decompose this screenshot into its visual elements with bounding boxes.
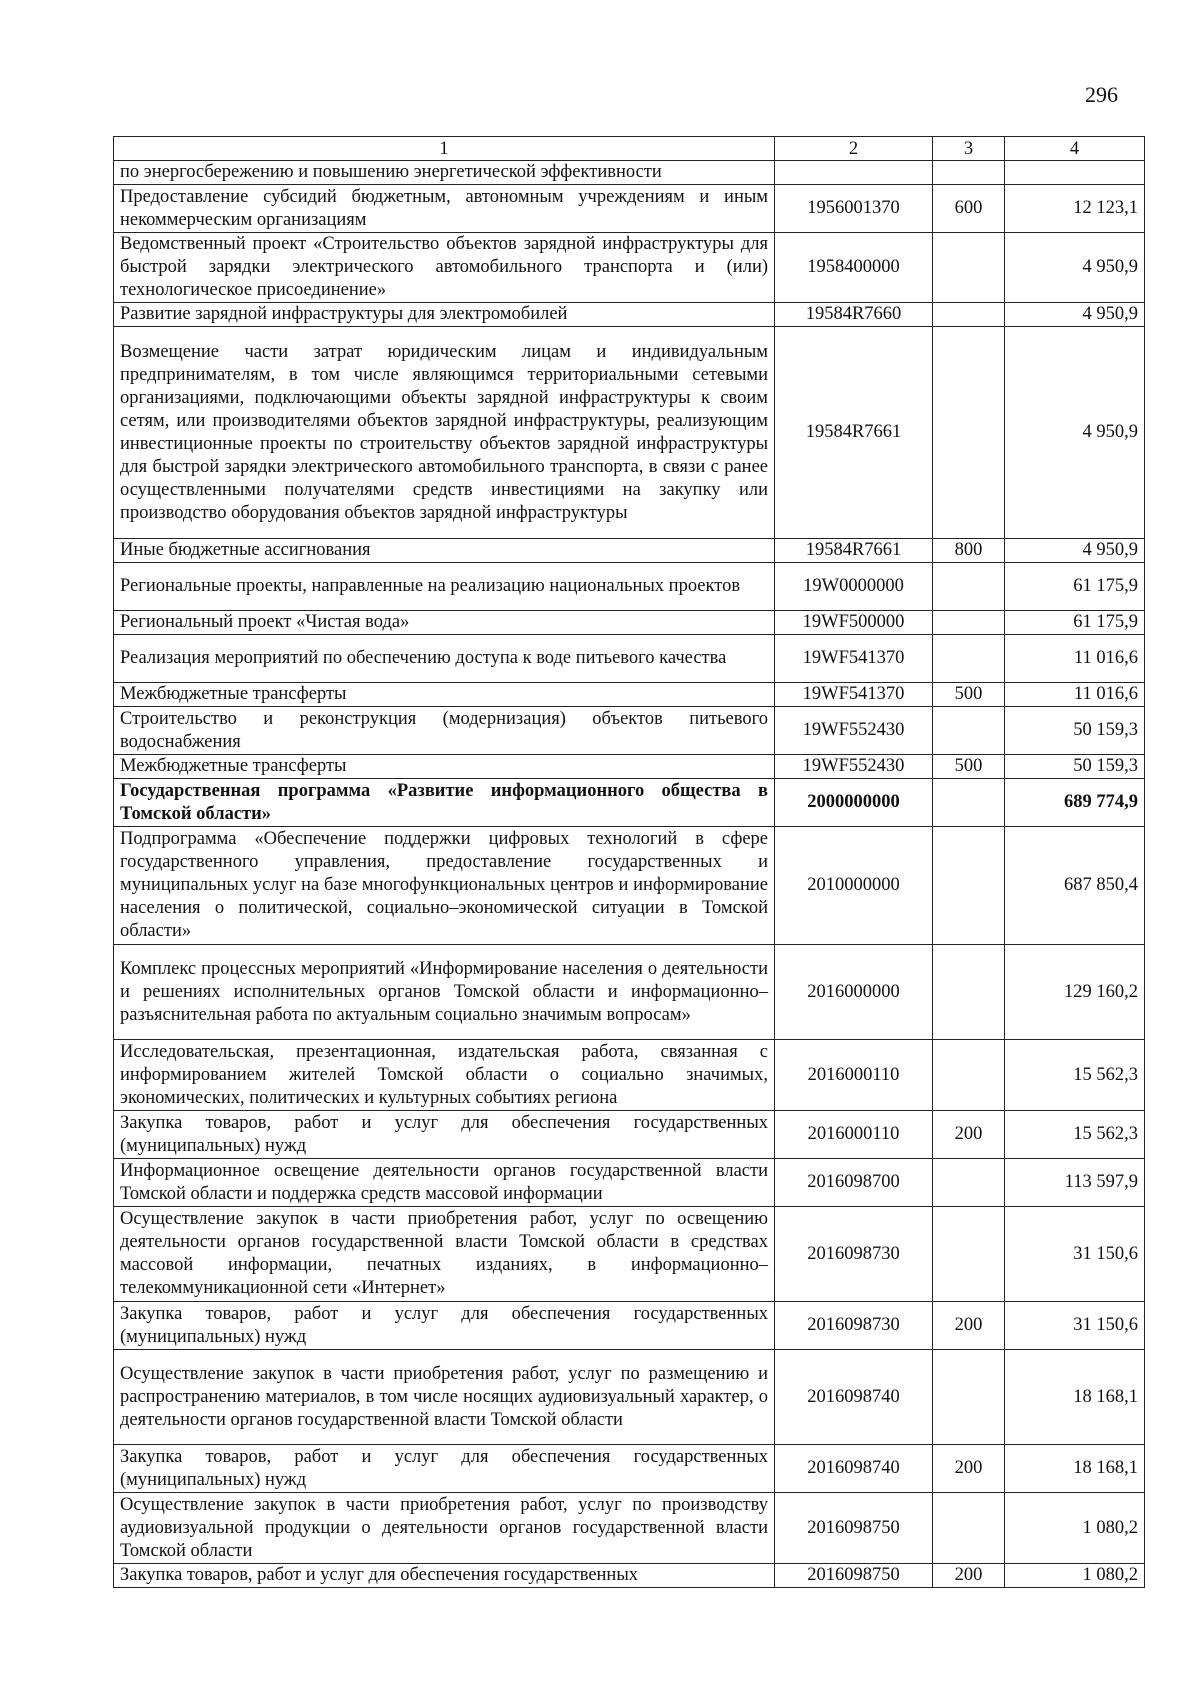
table-row [114,945,1145,1040]
row-amount-cell: 4 950,9 [1005,327,1145,539]
row-type-cell: 200 [933,1564,1005,1588]
row-amount-cell: 129 160,2 [1005,945,1145,1040]
row-amount-cell: 15 562,3 [1005,1111,1145,1159]
row-name-cell: Закупка товаров, работ и услуг для обеспечения государственных (муниципальных) нужд [114,1445,775,1493]
row-code-cell: 1958400000 [775,233,933,303]
row-type-cell [933,945,1005,1040]
row-name-cell: Исследовательская, презентационная, издательская работа, связанная с информированием жителей Томской области о социально значимых, экономических, политических и культурных событиях региона [114,1040,775,1111]
row-amount-cell: 15 562,3 [1005,1040,1145,1111]
header-col-2: 2 [775,137,933,161]
row-type-cell [933,1040,1005,1111]
row-type-cell [933,779,1005,827]
row-code-cell: 19WF541370 [775,683,933,707]
row-amount-cell: 50 159,3 [1005,707,1145,755]
row-amount-cell: 31 150,6 [1005,1207,1145,1302]
row-type-cell: 800 [933,539,1005,563]
row-type-cell: 600 [933,185,1005,233]
row-amount-cell: 18 168,1 [1005,1350,1145,1445]
table-row [114,563,1145,611]
row-name-cell: Закупка товаров, работ и услуг для обеспечения государственных [114,1564,775,1588]
page-number: 296 [1085,82,1118,107]
table-row [114,1493,1145,1564]
row-amount-cell: 50 159,3 [1005,755,1145,779]
table-row [114,185,1145,233]
table-row [114,303,1145,327]
row-type-cell: 500 [933,755,1005,779]
table-row [114,827,1145,945]
row-code-cell: 19584R7661 [775,327,933,539]
row-type-cell: 500 [933,683,1005,707]
row-type-cell [933,635,1005,683]
row-code-cell: 19584R7660 [775,303,933,327]
row-type-cell [933,1207,1005,1302]
header-col-1: 1 [114,137,775,161]
row-code-cell: 19WF552430 [775,755,933,779]
table-row [114,1445,1145,1493]
row-type-cell [933,233,1005,303]
table-row [114,1207,1145,1302]
row-amount-cell: 31 150,6 [1005,1302,1145,1350]
table-header [114,137,1145,161]
row-type-cell: 200 [933,1302,1005,1350]
row-type-cell [933,1159,1005,1207]
row-type-cell: 200 [933,1111,1005,1159]
row-type-cell [933,161,1005,185]
table-row [114,1159,1145,1207]
table-row [114,1564,1145,1588]
row-amount-cell: 1 080,2 [1005,1564,1145,1588]
row-type-cell [933,1350,1005,1445]
table-row [114,635,1145,683]
row-code-cell: 2016098750 [775,1564,933,1588]
row-code-cell: 2016098730 [775,1302,933,1350]
row-type-cell [933,611,1005,635]
row-code-cell: 19WF541370 [775,635,933,683]
budget-table [113,136,1145,1588]
table-row [114,1302,1145,1350]
row-name-cell: Межбюджетные трансферты [114,755,775,779]
row-name-cell: Закупка товаров, работ и услуг для обеспечения государственных (муниципальных) нужд [114,1111,775,1159]
row-amount-cell: 4 950,9 [1005,303,1145,327]
row-name-cell: Региональные проекты, направленные на реализацию национальных проектов [114,563,775,611]
row-amount-cell: 113 597,9 [1005,1159,1145,1207]
row-name-cell: Предоставление субсидий бюджетным, автономным учреждениям и иным некоммерческим организациям [114,185,775,233]
row-amount-cell: 11 016,6 [1005,683,1145,707]
row-name-cell: Ведомственный проект «Строительство объектов зарядной инфраструктуры для быстрой зарядки электрического автомобильного транспорта и (или) технологическое присоединение» [114,233,775,303]
row-amount-cell: 4 950,9 [1005,539,1145,563]
row-name-cell: Информационное освещение деятельности органов государственной власти Томской области и поддержка средств массовой информации [114,1159,775,1207]
row-code-cell: 19WF552430 [775,707,933,755]
row-name-cell: Подпрограмма «Обеспечение поддержки цифровых технологий в сфере государственного управления, предоставление государственных и муниципальных услуг на базе многофункциональных центров и информирование населения о политической, социально–экономической ситуации в Томской области» [114,827,775,945]
row-code-cell: 1956001370 [775,185,933,233]
row-name-cell: Межбюджетные трансферты [114,683,775,707]
row-amount-cell: 61 175,9 [1005,563,1145,611]
table-row [114,611,1145,635]
table-row [114,779,1145,827]
row-code-cell: 2016000110 [775,1040,933,1111]
table-row [114,1040,1145,1111]
row-name-cell: Строительство и реконструкция (модернизация) объектов питьевого водоснабжения [114,707,775,755]
row-name-cell: Иные бюджетные ассигнования [114,539,775,563]
row-amount-cell: 1 080,2 [1005,1493,1145,1564]
row-code-cell: 19W0000000 [775,563,933,611]
row-code-cell: 2016098700 [775,1159,933,1207]
row-name-cell: Комплекс процессных мероприятий «Информирование населения о деятельности и решениях исполнительных органов Томской области и информационно–разъяснительная работа по актуальным социально значимым вопросам» [114,945,775,1040]
row-type-cell [933,563,1005,611]
row-code-cell: 2016098740 [775,1350,933,1445]
row-name-cell: по энергосбережению и повышению энергетической эффективности [114,161,775,185]
row-amount-cell: 689 774,9 [1005,779,1145,827]
row-type-cell [933,327,1005,539]
header-row [114,137,1145,161]
row-amount-cell: 11 016,6 [1005,635,1145,683]
row-amount-cell: 61 175,9 [1005,611,1145,635]
header-col-4: 4 [1005,137,1145,161]
table-row [114,539,1145,563]
table-row [114,327,1145,539]
row-code-cell: 2000000000 [775,779,933,827]
table-row [114,1350,1145,1445]
row-amount-cell [1005,161,1145,185]
row-type-cell [933,303,1005,327]
row-type-cell [933,827,1005,945]
row-code-cell: 19WF500000 [775,611,933,635]
row-name-cell: Осуществление закупок в части приобретения работ, услуг по освещению деятельности органов государственной власти Томской области в средствах массовой информации, печатных изданиях, в информационно–телекоммуникационной сети «Интернет» [114,1207,775,1302]
row-name-cell: Региональный проект «Чистая вода» [114,611,775,635]
row-name-cell: Закупка товаров, работ и услуг для обеспечения государственных (муниципальных) нужд [114,1302,775,1350]
row-amount-cell: 12 123,1 [1005,185,1145,233]
header-col-3: 3 [933,137,1005,161]
row-code-cell: 19584R7661 [775,539,933,563]
table-row [114,707,1145,755]
row-code-cell [775,161,933,185]
row-name-cell: Осуществление закупок в части приобретения работ, услуг по размещению и распространению материалов, в том числе носящих аудиовизуальный характер, о деятельности органов государственной власти Томской области [114,1350,775,1445]
table-row [114,683,1145,707]
row-amount-cell: 687 850,4 [1005,827,1145,945]
row-amount-cell: 18 168,1 [1005,1445,1145,1493]
row-code-cell: 2016098740 [775,1445,933,1493]
row-code-cell: 2010000000 [775,827,933,945]
row-name-cell: Реализация мероприятий по обеспечению доступа к воде питьевого качества [114,635,775,683]
row-name-cell: Государственная программа «Развитие информационного общества в Томской области» [114,779,775,827]
row-code-cell: 2016098730 [775,1207,933,1302]
table-row [114,1111,1145,1159]
row-code-cell: 2016000110 [775,1111,933,1159]
row-type-cell: 200 [933,1445,1005,1493]
table-row [114,161,1145,185]
row-amount-cell: 4 950,9 [1005,233,1145,303]
table-row [114,755,1145,779]
row-name-cell: Осуществление закупок в части приобретения работ, услуг по производству аудиовизуальной продукции о деятельности органов государственной власти Томской области [114,1493,775,1564]
row-name-cell: Возмещение части затрат юридическим лицам и индивидуальным предпринимателям, в том числе являющимся территориальными сетевыми организациями, подключающими объекты зарядной инфраструктуры к своим сетям, или производителями объектов зарядной инфраструктуры, реализующим инвестиционные проекты по строительству объектов зарядной инфраструктуры для быстрой зарядки электрического автомобильного транспорта, в связи с ранее осуществленными получателями средств инвестициями на закупку или производство оборудования объектов зарядной инфраструктуры [114,327,775,539]
row-code-cell: 2016098750 [775,1493,933,1564]
row-name-cell: Развитие зарядной инфраструктуры для электромобилей [114,303,775,327]
table-row [114,233,1145,303]
table-body [114,161,1145,1588]
row-type-cell [933,707,1005,755]
row-code-cell: 2016000000 [775,945,933,1040]
row-type-cell [933,1493,1005,1564]
